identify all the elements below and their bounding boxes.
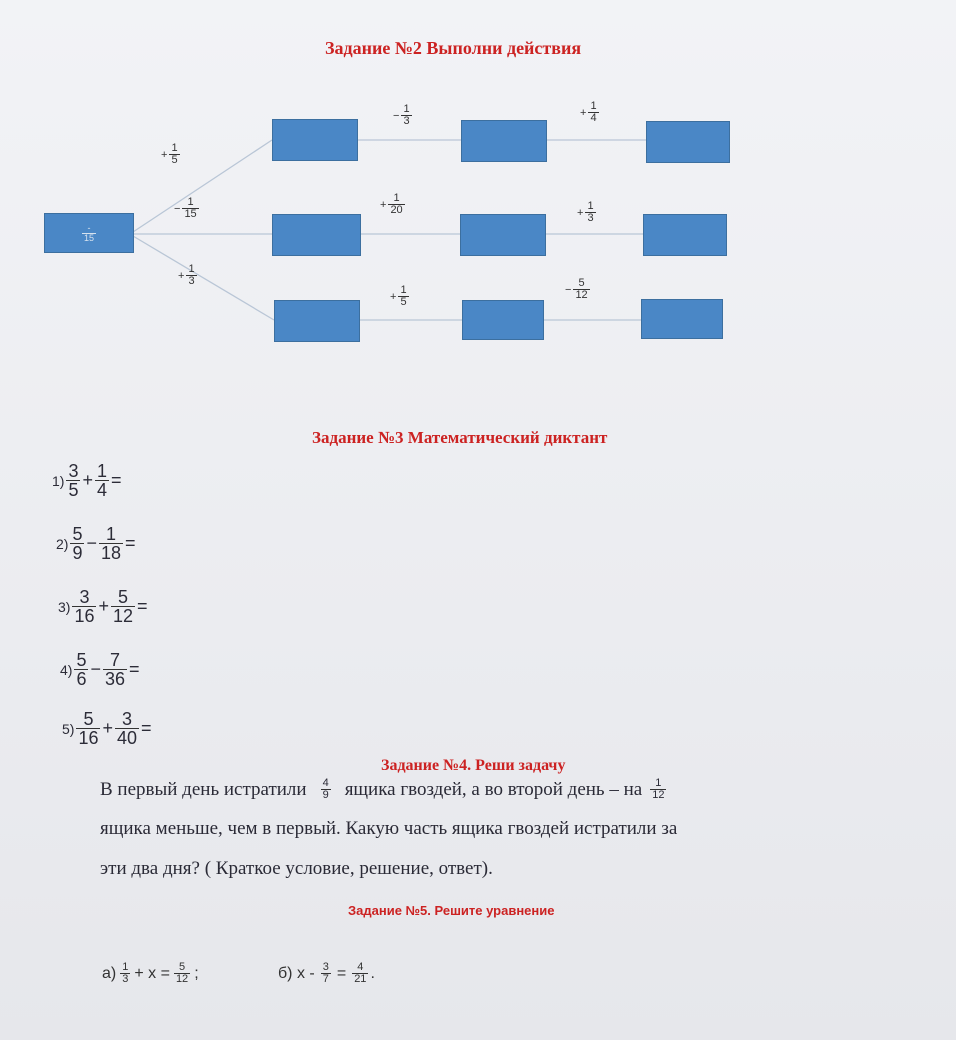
equation-a: а) $\frac{1}{3}$ + x = $\frac{5}{12}$ ; (102, 961, 199, 985)
operation-label: + $\frac{1}{4}$ (580, 100, 597, 124)
answer-box[interactable] (460, 214, 546, 256)
operation-label: + $\frac{1}{3}$ (577, 200, 594, 224)
answer-box[interactable] (646, 121, 730, 163)
flow-arrow (133, 236, 274, 320)
answer-box[interactable] (641, 299, 723, 339)
dictation-item: 1) $\frac{3}{5}$ + $\frac{1}{4}$ = (52, 461, 122, 500)
flow-diagram-lines (0, 0, 956, 420)
operation-label: − $\frac{5}{12}$ (565, 277, 588, 301)
operation-label: − $\frac{1}{3}$ (393, 103, 410, 127)
task4-title: Задание №4. Реши задачу (381, 757, 566, 774)
operation-label: + $\frac{1}{20}$ (380, 192, 403, 216)
task4-line2: ящика меньше, чем в первый. Какую часть ящика гвоздей истратили за (100, 818, 678, 839)
start-value-box: $\frac{-}{15}$ (44, 213, 134, 253)
dictation-item: 4) $\frac{5}{6}$ − $\frac{7}{36}$ = (60, 650, 140, 689)
answer-box[interactable] (461, 120, 547, 162)
answer-box[interactable] (274, 300, 360, 342)
task3-title: Задание №3 Математический диктант (312, 428, 608, 447)
answer-box[interactable] (462, 300, 544, 340)
dictation-item: 3) $\frac{3}{16}$ + $\frac{5}{12}$ = (58, 587, 148, 626)
dictation-item: 5) $\frac{5}{16}$ + $\frac{3}{40}$ = (62, 709, 152, 748)
task4-line1: В первый день истратили $\frac{4}{9}$ ящика гвоздей, а во второй день – на $\frac{1}{12}$ (100, 777, 665, 801)
answer-box[interactable] (272, 214, 361, 256)
operation-label: + $\frac{1}{5}$ (390, 284, 407, 308)
task5-title: Задание №5. Решите уравнение (348, 903, 555, 918)
task2-title: Задание №2 Выполни действия (325, 38, 582, 58)
operation-label: + $\frac{1}{5}$ (161, 142, 178, 166)
operation-label: − $\frac{1}{15}$ (174, 196, 197, 220)
answer-box[interactable] (643, 214, 727, 256)
operation-label: + $\frac{1}{3}$ (178, 263, 195, 287)
flow-arrow (133, 140, 272, 232)
answer-box[interactable] (272, 119, 358, 161)
dictation-item: 2) $\frac{5}{9}$ − $\frac{1}{18}$ = (56, 524, 136, 563)
task4-line3: эти два дня? ( Краткое условие, решение, ответ). (100, 858, 493, 879)
equation-b: б) x - $\frac{3}{7}$ = $\frac{4}{21}$ . (278, 961, 375, 985)
